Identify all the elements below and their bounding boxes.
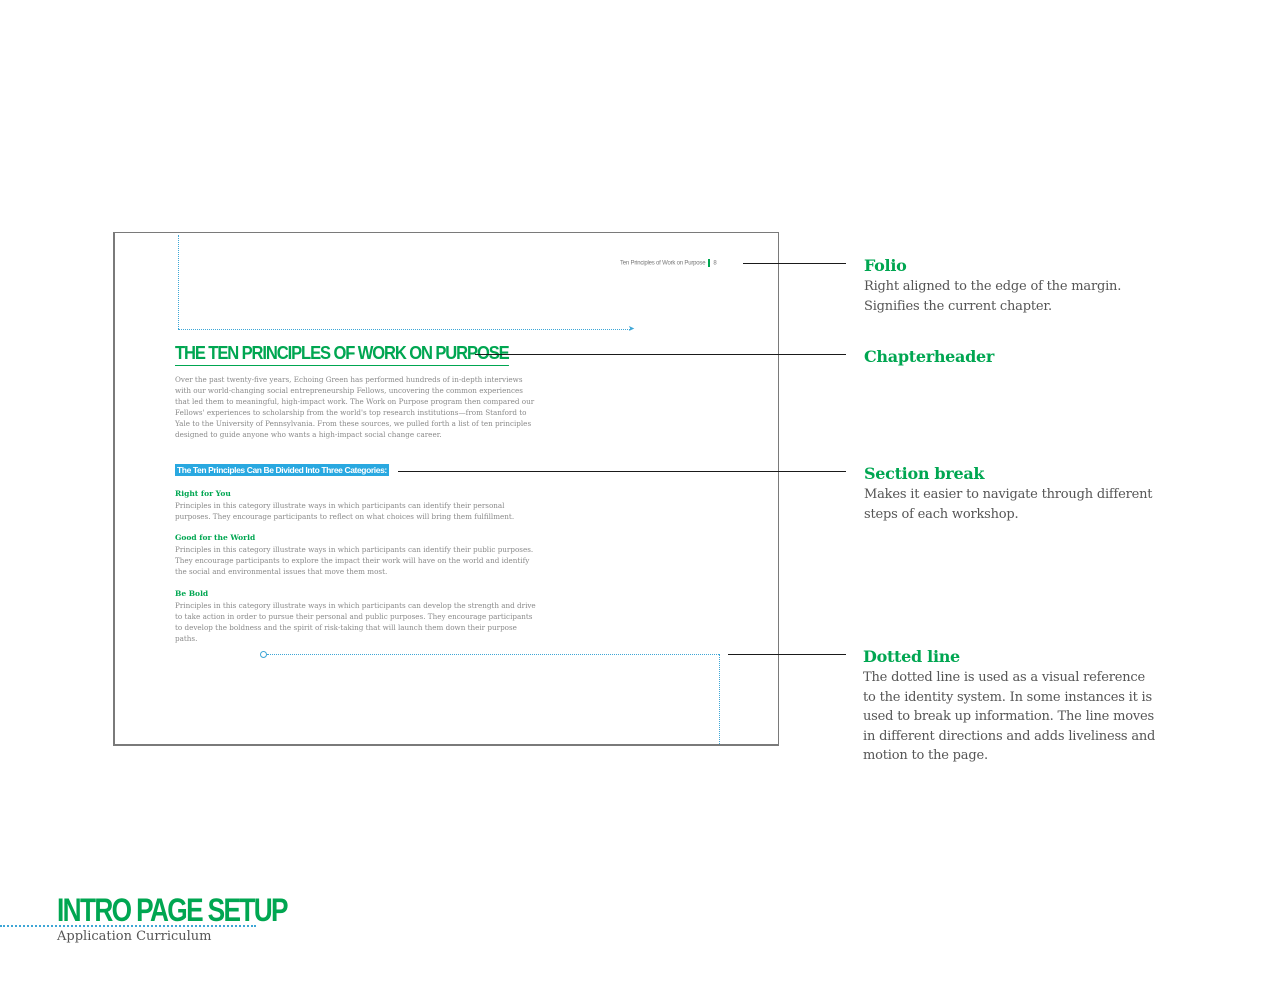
annotation-dotted-line-title: Dotted line [863,647,960,666]
leader-line-chapter-header [475,354,846,355]
page-mockup [113,232,779,746]
dotted-line-start-circle [260,651,267,658]
leader-line-dotted-line [728,654,846,655]
intro-paragraph: Over the past twenty-five years, Echoing Green has performed hundreds of in-depth interviews with our world-changing social entrepreneurship Fellows, uncovering the common experiences that led them to meaningful, high-impact work. The Work on Purpose program then compared our Fellows' experiences to scholarship from the world's top research institutions—from Stanford to Yale to the University of Pennsylvania. From these sources, we pulled forth a list of ten principles designed to guide anyone who wants a high-impact social change career. [175,375,535,439]
folio [620,259,716,267]
category-text: Principles in this category illustrate ways in which participants can identify their public purposes. They encourage participants to explore the impact their work will have on the world and identify the social and environmental issues that move them most. [175,545,534,576]
category-text: Principles in this category illustrate ways in which participants can develop the strength and drive to take action in order to pursue their personal and public purposes. They encourage participants to develop the boldness and the spirit of risk-taking that will launch them down their purpose paths. [175,601,536,643]
folio-divider [708,259,710,267]
annotation-section-break-text: Makes it easier to navigate through different steps of each workshop. [864,487,1153,522]
annotation-folio-text: Right aligned to the edge of the margin. Signifies the current chapter. [864,279,1122,314]
category-text: Principles in this category illustrate ways in which participants can identify their personal purposes. They encourage participants to reflect on what choices will bring them fulfillment. [175,501,515,521]
footer-dotted-line [0,925,256,927]
annotation-dotted-line-text: The dotted line is used as a visual reference to the identity system. In some instances it is used to break up information. The line moves in different directions and adds liveliness and motion to the page. [863,670,1156,763]
section-break: The Ten Principles Can Be Divided Into Three Categories: [177,465,387,475]
annotation-chapter-header-title: Chapterheader [864,347,994,366]
leader-line-section-break [398,471,846,472]
category-title: Good for the World [175,533,256,542]
leader-line-folio [743,263,846,264]
category-title: Be Bold [175,589,209,598]
dotted-line-vertical-bottom [719,654,720,744]
folio-number: 8 [713,260,717,267]
folio-text: Ten Principles of Work on Purpose [620,260,706,267]
chapter-header: THE TEN PRINCIPLES OF WORK ON PURPOSE [175,343,509,366]
dotted-line-horizontal-top [178,329,630,330]
dotted-line-vertical-top [178,235,179,329]
category-title: Right for You [175,489,231,498]
footer-title: INTRO PAGE SETUP [57,892,287,928]
annotation-section-break-title: Section break [864,464,985,483]
dotted-line-horizontal-bottom [267,654,719,655]
annotation-folio-title: Folio [864,256,907,275]
footer-subtitle: Application Curriculum [57,929,212,944]
arrow-icon: ➤ [628,324,635,333]
